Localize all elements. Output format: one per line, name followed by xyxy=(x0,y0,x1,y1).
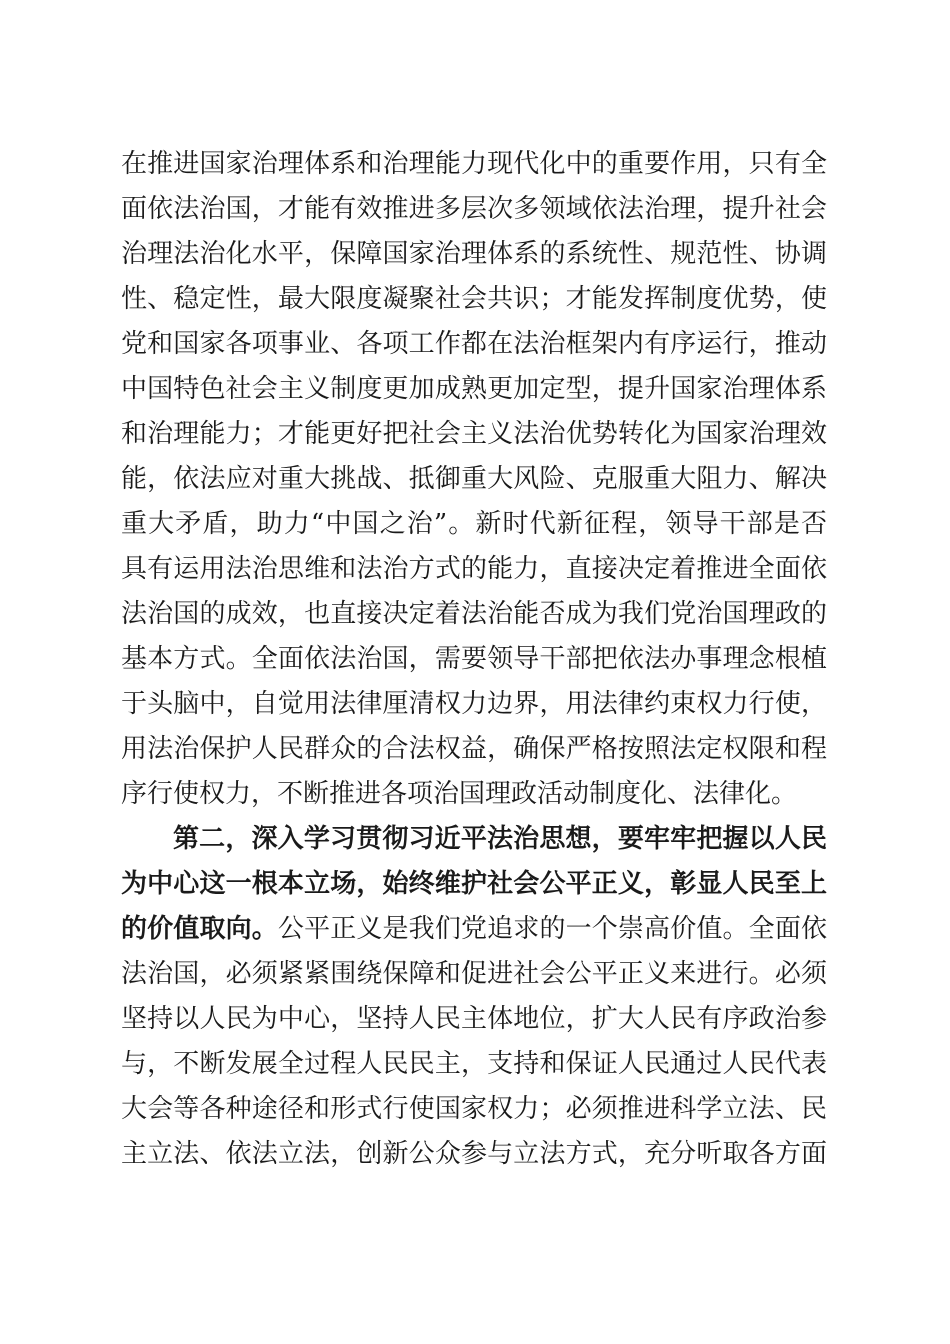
section-heading-line: 第二，深入学习贯彻习近平法治思想，要牢牢把握以人民 xyxy=(173,824,827,854)
text-line: 大会等各种途径和形式行使国家权力；必须推进科学立法、民 xyxy=(121,1094,827,1124)
text-line: 主立法、依法立法，创新公众参与立法方式，充分听取各方面 xyxy=(121,1139,827,1169)
text-line: 面依法治国，才能有效推进多层次多领域依法治理，提升社会 xyxy=(121,194,827,224)
document-body xyxy=(121,142,827,1177)
text-line: 具有运用法治思维和法治方式的能力，直接决定着推进全面依 xyxy=(121,554,827,584)
text-line: 中国特色社会主义制度更加成熟更加定型，提升国家治理体系 xyxy=(121,374,827,404)
paragraph-1 xyxy=(121,142,827,817)
section-heading-line: 为中心这一根本立场，始终维护社会公平正义，彰显人民至上 xyxy=(121,869,827,899)
paragraph-2 xyxy=(121,817,827,1177)
text-line: 用法治保护人民群众的合法权益，确保严格按照法定权限和程 xyxy=(121,734,827,764)
text-line: 与，不断发展全过程人民民主，支持和保证人民通过人民代表 xyxy=(121,1049,827,1079)
text-line: 序行使权力，不断推进各项治国理政活动制度化、法律化。 xyxy=(121,779,798,809)
text-line: 基本方式。全面依法治国，需要领导干部把依法办事理念根植 xyxy=(121,644,827,674)
text-line: 能，依法应对重大挑战、抵御重大风险、克服重大阻力、解决 xyxy=(121,464,827,494)
text-line: 法治国的成效，也直接决定着法治能否成为我们党治国理政的 xyxy=(121,599,827,629)
text-line: 法治国，必须紧紧围绕保障和促进社会公平正义来进行。必须 xyxy=(121,959,827,989)
text-line: 重大矛盾，助力“中国之治”。新时代新征程，领导干部是否 xyxy=(121,509,827,539)
mixed-line xyxy=(121,907,827,952)
text-line: 党和国家各项事业、各项工作都在法治框架内有序运行，推动 xyxy=(121,329,827,359)
text-line: 和治理能力；才能更好把社会主义法治优势转化为国家治理效 xyxy=(121,419,827,449)
text-segment: 公平正义是我们党追求的一个崇高价值。全面依 xyxy=(277,914,827,944)
section-heading-end: 的价值取向。 xyxy=(121,914,278,944)
text-line: 性、稳定性，最大限度凝聚社会共识；才能发挥制度优势，使 xyxy=(121,284,827,314)
text-line: 在推进国家治理体系和治理能力现代化中的重要作用，只有全 xyxy=(121,149,827,179)
text-line: 治理法治化水平，保障国家治理体系的系统性、规范性、协调 xyxy=(121,239,827,269)
text-line: 于头脑中，自觉用法律厘清权力边界，用法律约束权力行使， xyxy=(121,689,827,719)
text-line: 坚持以人民为中心，坚持人民主体地位，扩大人民有序政治参 xyxy=(121,1004,827,1034)
